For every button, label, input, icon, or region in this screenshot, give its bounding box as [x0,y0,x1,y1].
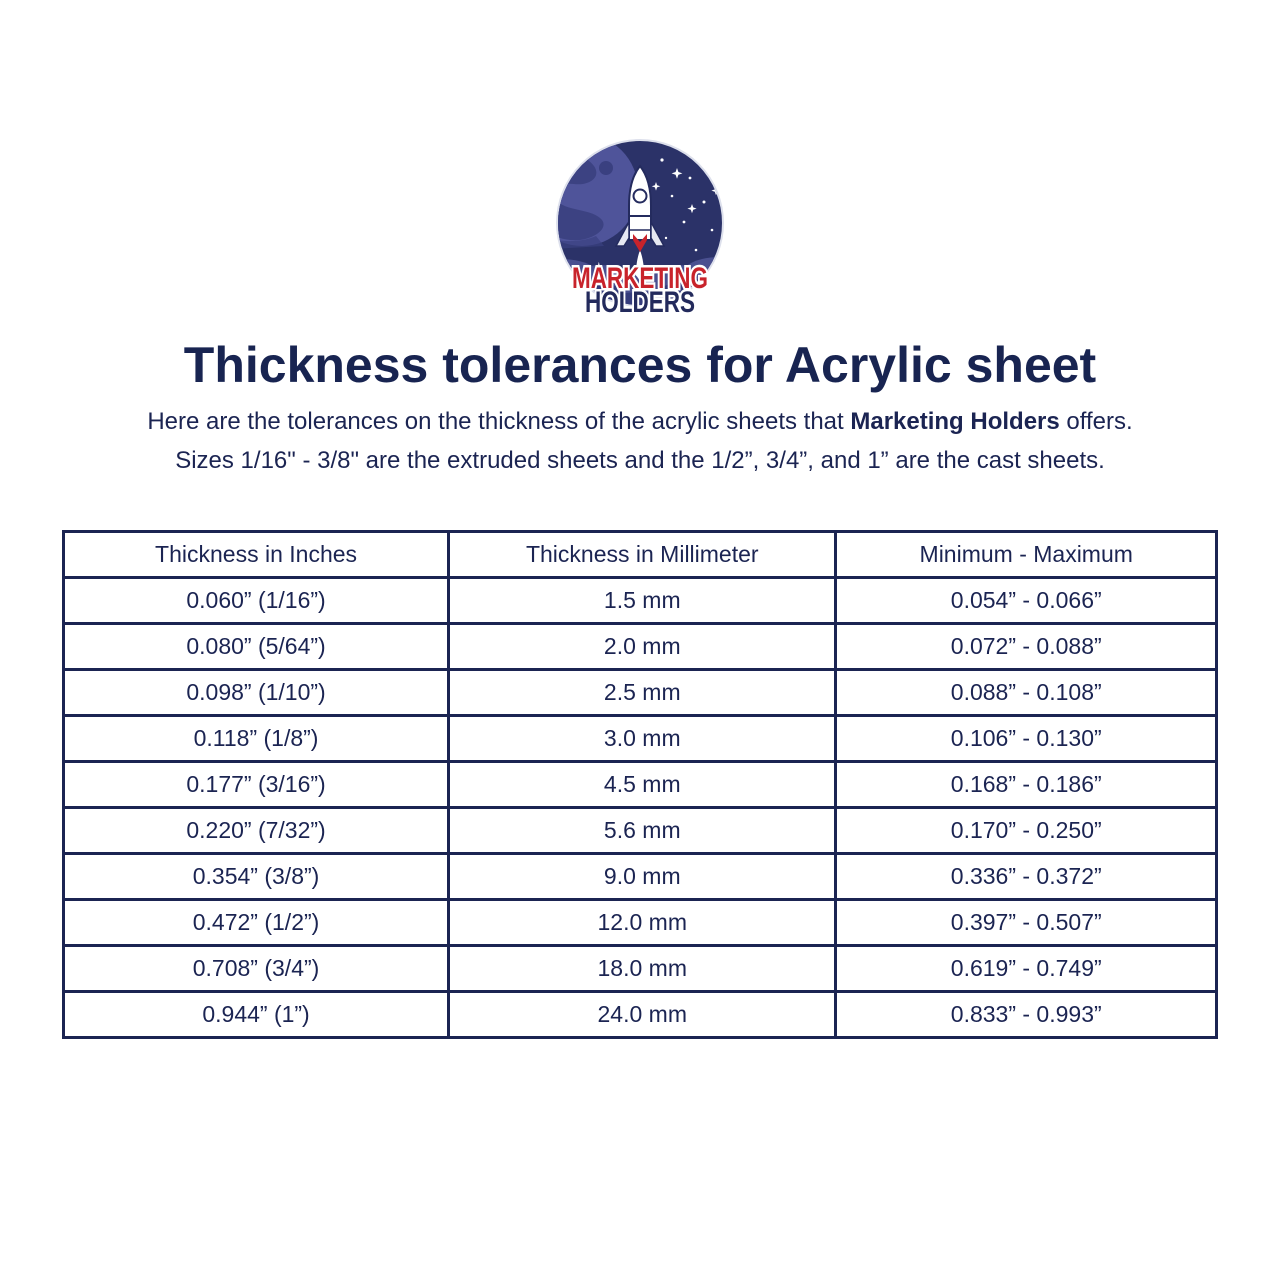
cell-thickness-mm: 2.5 mm [449,670,836,716]
cell-thickness-inches: 0.098” (1/10”) [64,670,449,716]
marketing-holders-logo-icon [544,138,736,314]
cell-thickness-inches: 0.220” (7/32”) [64,808,449,854]
cell-thickness-mm: 12.0 mm [449,900,836,946]
cell-thickness-inches: 0.177” (3/16”) [64,762,449,808]
logo [0,0,1280,314]
cell-thickness-mm: 2.0 mm [449,624,836,670]
table-row [64,808,1217,854]
tolerance-table [62,530,1218,1039]
cell-min-max: 0.619” - 0.749” [836,946,1217,992]
table-row [64,900,1217,946]
cell-thickness-inches: 0.080” (5/64”) [64,624,449,670]
table-header-row [64,532,1217,578]
cell-min-max: 0.336” - 0.372” [836,854,1217,900]
table-row [64,578,1217,624]
cell-thickness-inches: 0.060” (1/16”) [64,578,449,624]
logo-wordmark-line1: MARKETING [572,262,708,295]
page-title: Thickness tolerances for Acrylic sheet [183,337,1097,393]
cell-thickness-inches: 0.472” (1/2”) [64,900,449,946]
cell-min-max: 0.170” - 0.250” [836,808,1217,854]
cell-min-max: 0.168” - 0.186” [836,762,1217,808]
cell-min-max: 0.106” - 0.130” [836,716,1217,762]
cell-thickness-inches: 0.354” (3/8”) [64,854,449,900]
column-header-min-max: Minimum - Maximum [836,532,1217,578]
subtitle-brand-name: Marketing Holders [850,408,1060,435]
cell-min-max: 0.072” - 0.088” [836,624,1217,670]
cell-thickness-mm: 4.5 mm [449,762,836,808]
column-header-thickness-inches: Thickness in Inches [64,532,449,578]
subtitle-line2: Sizes 1/16" - 3/8" are the extruded sheets and the 1/2”, 3/4”, and 1” are the cast sheets. [175,447,1105,474]
cell-thickness-mm: 1.5 mm [449,578,836,624]
cell-thickness-mm: 18.0 mm [449,946,836,992]
cell-thickness-inches: 0.118” (1/8”) [64,716,449,762]
table-row [64,670,1217,716]
subtitle-line1-suffix: offers. [1059,408,1133,435]
cell-thickness-inches: 0.708” (3/4”) [64,946,449,992]
table-row [64,716,1217,762]
table-row [64,762,1217,808]
cell-min-max: 0.054” - 0.066” [836,578,1217,624]
subtitle [40,402,1240,480]
cell-thickness-mm: 24.0 mm [449,992,836,1038]
cell-min-max: 0.397” - 0.507” [836,900,1217,946]
table-row [64,854,1217,900]
cell-thickness-mm: 9.0 mm [449,854,836,900]
table-row [64,624,1217,670]
cell-min-max: 0.833” - 0.993” [836,992,1217,1038]
subtitle-line1-prefix: Here are the tolerances on the thickness of the acrylic sheets that [147,408,851,435]
cell-thickness-mm: 5.6 mm [449,808,836,854]
table-row [64,992,1217,1038]
cell-thickness-inches: 0.944” (1”) [64,992,449,1038]
table-row [64,946,1217,992]
cell-min-max: 0.088” - 0.108” [836,670,1217,716]
column-header-thickness-mm: Thickness in Millimeter [449,532,836,578]
cell-thickness-mm: 3.0 mm [449,716,836,762]
logo-wordmark-line2: HOLDERS [585,286,695,314]
